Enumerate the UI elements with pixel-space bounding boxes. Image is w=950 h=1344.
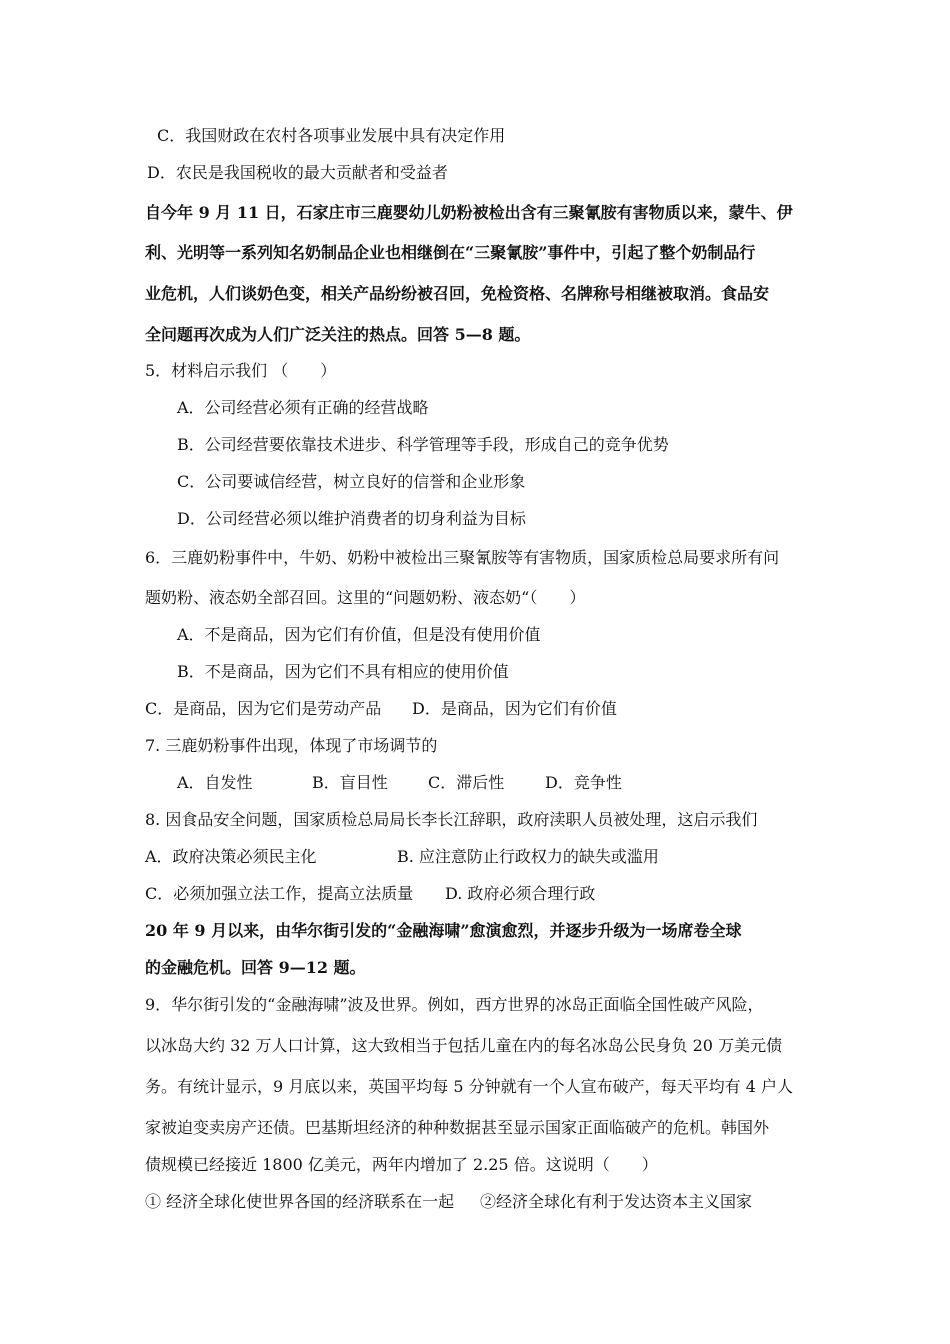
question-6-option-d: D．是商品，因为它们有价值 (412, 699, 617, 718)
question-8-option-d: D. 政府必须合理行政 (445, 884, 596, 903)
material-1-line-4: 全问题再次成为人们广泛关注的热点。回答 5—8 题。 (145, 325, 531, 344)
question-7-option-c: C．滞后性 (428, 773, 505, 792)
question-9-line-4: 家被迫变卖房产还债。巴基斯坦经济的种种数据甚至显示国家正面临破产的危机。韩国外 (145, 1118, 770, 1137)
question-7-option-d: D．竞争性 (545, 773, 622, 792)
question-9-line-3: 务。有统计显示，9 月底以来，英国平均每 5 分钟就有一个人宣布破产，每天平均有 4 户人 (145, 1077, 793, 1096)
question-5-option-b: B．公司经营要依靠技术进步、科学管理等手段，形成自己的竞争优势 (177, 435, 669, 454)
option-c-prev: C．我国财政在农村各项事业发展中具有决定作用 (157, 126, 506, 145)
question-5-option-c: C．公司要诚信经营，树立良好的信誉和企业形象 (177, 472, 526, 491)
question-8-option-c: C．必须加强立法工作，提高立法质量 (145, 884, 414, 903)
question-6-option-b: B．不是商品，因为它们不具有相应的使用价值 (177, 662, 509, 681)
question-6-line-1: 6．三鹿奶粉事件中，牛奶、奶粉中被检出三聚氰胺等有害物质，国家质检总局要求所有问 (145, 548, 780, 567)
question-8-option-b: B. 应注意防止行政权力的缺失或滥用 (397, 847, 659, 866)
question-5-option-d: D．公司经营必须以维护消费者的切身利益为目标 (177, 509, 526, 528)
material-2-line-2: 的金融危机。回答 9—12 题。 (145, 958, 366, 977)
question-7-option-b: B．盲目性 (312, 773, 388, 792)
question-8-option-a: A．政府决策必须民主化 (145, 847, 317, 866)
question-6-line-2: 题奶粉、液态奶全部召回。这里的“问题奶粉、液态奶“（ ） (145, 588, 586, 607)
question-5: 5．材料启示我们 （ ） (145, 361, 337, 380)
question-9-line-5: 债规模已经接近 1800 亿美元，两年内增加了 2.25 倍。这说明（ ） (145, 1155, 658, 1174)
question-9-line-1: 9．华尔街引发的“金融海啸”波及世界。例如，西方世界的冰岛正面临全国性破产风险， (145, 995, 764, 1014)
question-6-option-c: C．是商品，因为它们是劳动产品 (145, 699, 382, 718)
option-d-prev: D．农民是我国税收的最大贡献者和受益者 (147, 163, 448, 182)
question-8: 8. 因食品安全问题，国家质检总局局长李长江辞职，政府渎职人员被处理，这启示我们 (145, 810, 758, 829)
question-7-option-a: A．自发性 (177, 773, 253, 792)
question-5-option-a: A．公司经营必须有正确的经营战略 (177, 398, 429, 417)
material-2-line-1: 20 年 9 月以来，由华尔街引发的“金融海啸”愈演愈烈，并逐步升级为一场席卷全球 (145, 921, 742, 940)
material-1-line-3: 业危机，人们谈奶色变，相关产品纷纷被召回，免检资格、名牌称号相继被取消。食品安 (145, 284, 770, 303)
question-6-option-a: A．不是商品，因为它们有价值，但是没有使用价值 (177, 625, 541, 644)
material-1-line-1: 自今年 9 月 11 日，石家庄市三鹿婴幼儿奶粉被检出含有三聚氰胺有害物质以来，蒙牛、伊 (145, 203, 793, 222)
question-9-item-2: ②经济全球化有利于发达资本主义国家 (480, 1192, 753, 1211)
question-9-item-1: ① 经济全球化使世界各国的经济联系在一起 (145, 1192, 455, 1211)
question-9-line-2: 以冰岛大约 32 万人口计算，这大致相当于包括儿童在内的每名冰岛公民身负 20 万美元债 (145, 1036, 783, 1055)
material-1-line-2: 利、光明等一系列知名奶制品企业也相继倒在“三聚氰胺”事件中，引起了整个奶制品行 (145, 243, 756, 262)
question-7: 7. 三鹿奶粉事件出现，体现了市场调节的 (145, 736, 438, 755)
